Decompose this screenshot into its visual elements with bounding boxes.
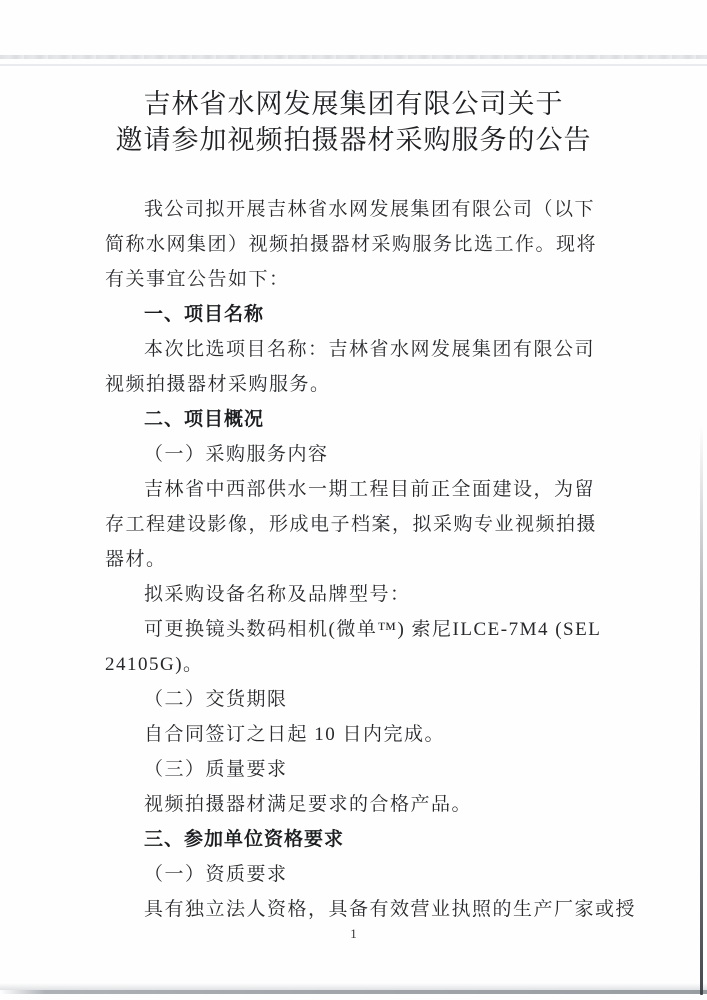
scan-artifact-top-band bbox=[0, 55, 707, 59]
text-line: 可更换镜头数码相机(微单™) 索尼ILCE-7M4 (SEL bbox=[144, 619, 602, 640]
text-line: 存工程建设影像，形成电子档案，拟采购专业视频拍摄 bbox=[105, 514, 598, 535]
text-line: （二）交货期限 bbox=[144, 689, 288, 710]
text-line: 视频拍摄器材采购服务。 bbox=[105, 374, 331, 395]
text-line: （一）资质要求 bbox=[144, 864, 288, 885]
text-line: 拟采购设备名称及品牌型号： bbox=[144, 584, 411, 605]
text-line: 三、参加单位资格要求 bbox=[144, 829, 345, 850]
scan-artifact-bottom-shadow bbox=[0, 983, 707, 990]
text-line: 有关事宜公告如下： bbox=[105, 269, 290, 290]
text-line: 本次比选项目名称：吉林省水网发展集团有限公司 bbox=[144, 339, 596, 360]
document-title bbox=[0, 86, 707, 158]
text-line: 吉林省中西部供水一期工程目前正全面建设，为留 bbox=[144, 479, 596, 500]
document-title-line-1: 吉林省水网发展集团有限公司关于 bbox=[143, 89, 564, 119]
text-line: 24105G)。 bbox=[105, 654, 204, 675]
text-line: 我公司拟开展吉林省水网发展集团有限公司（以下 bbox=[144, 199, 596, 220]
text-line: 二、项目概况 bbox=[144, 409, 265, 430]
scan-artifact-top-line bbox=[0, 64, 707, 66]
text-line: 具有独立法人资格，具备有效营业执照的生产厂家或授 bbox=[144, 899, 637, 920]
text-line: 简称水网集团）视频拍摄器材采购服务比选工作。现将 bbox=[105, 234, 598, 255]
page-number: 1 bbox=[350, 926, 357, 941]
text-line: 器材。 bbox=[105, 549, 167, 570]
document-title-line-2: 邀请参加视频拍摄器材采购服务的公告 bbox=[115, 125, 592, 155]
document-body bbox=[105, 192, 637, 927]
scan-artifact-bottom-line bbox=[0, 990, 707, 994]
text-line: 自合同签订之日起 10 日内完成。 bbox=[144, 724, 446, 745]
text-line: 视频拍摄器材满足要求的合格产品。 bbox=[144, 794, 473, 815]
scan-artifact-right-edge bbox=[700, 425, 703, 995]
text-line: 一、项目名称 bbox=[144, 304, 265, 325]
text-line: （一）采购服务内容 bbox=[144, 444, 329, 465]
text-line: （三）质量要求 bbox=[144, 759, 288, 780]
